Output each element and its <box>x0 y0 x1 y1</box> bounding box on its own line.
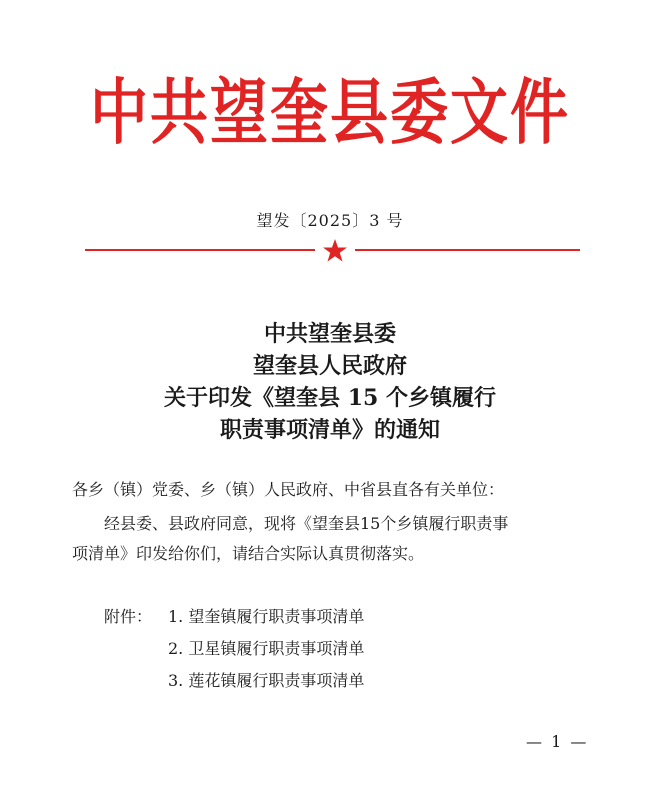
recipients-line: 各乡（镇）党委、乡（镇）人民政府、中省县直各有关单位： <box>72 480 505 499</box>
document-number: 望发〔2025〕3 号 <box>256 211 404 230</box>
attachment-item: 1. 望奎镇履行职责事项清单 <box>168 607 365 626</box>
red-divider-with-star <box>85 238 580 268</box>
page-number: — 1 — <box>526 732 589 751</box>
star-icon <box>323 239 347 262</box>
body-paragraph-line: 经县委、县政府同意，现将《望奎县15个乡镇履行职责事 <box>104 514 509 533</box>
attachment-item: 2. 卫星镇履行职责事项清单 <box>168 639 365 658</box>
notice-title <box>0 318 660 446</box>
body-paragraph-line: 项清单》印发给你们，请结合实际认真贯彻落实。 <box>72 544 425 563</box>
document-header-title: 中共望奎县委文件 <box>89 71 570 155</box>
notice-title-line: 职责事项清单》的通知 <box>219 417 440 443</box>
attachment-item: 3. 莲花镇履行职责事项清单 <box>168 671 365 690</box>
notice-title-line: 关于印发《望奎县 15 个乡镇履行 <box>164 385 496 411</box>
notice-title-line: 望奎县人民政府 <box>252 353 407 379</box>
attachments-label: 附件： <box>104 607 153 626</box>
notice-title-line: 中共望奎县委 <box>263 321 396 347</box>
